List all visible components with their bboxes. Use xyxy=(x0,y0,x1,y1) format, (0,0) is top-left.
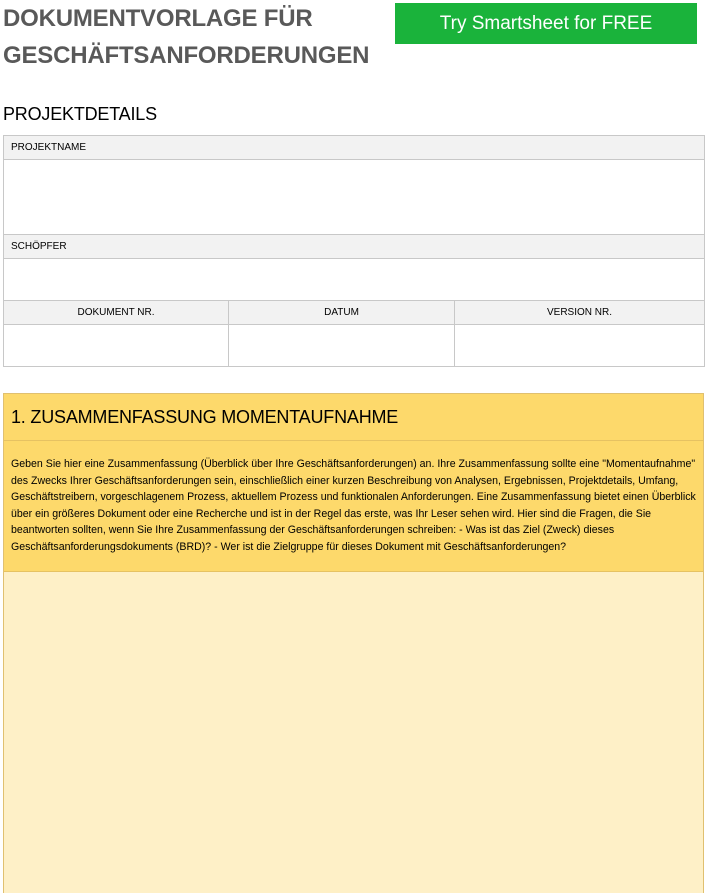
summary-section xyxy=(3,393,704,893)
summary-content-field[interactable] xyxy=(4,572,703,893)
project-name-field[interactable] xyxy=(4,160,705,235)
summary-heading: 1. ZUSAMMENFASSUNG MOMENTAUFNAHME xyxy=(4,394,703,441)
creator-label: SCHÖPFER xyxy=(4,235,705,259)
document-no-label: DOKUMENT NR. xyxy=(4,301,229,325)
document-title-line-2: GESCHÄFTSANFORDERUNGEN xyxy=(3,42,370,69)
try-smartsheet-button[interactable]: Try Smartsheet for FREE xyxy=(395,3,697,44)
project-details-heading: PROJEKTDETAILS xyxy=(3,104,157,124)
document-title-line-1: DOKUMENTVORLAGE FÜR xyxy=(3,5,313,32)
date-label: DATUM xyxy=(229,301,455,325)
document-title xyxy=(3,0,383,74)
version-no-label: VERSION NR. xyxy=(455,301,705,325)
summary-instructions: Geben Sie hier eine Zusammenfassung (Überblick über Ihre Geschäftsanforderungen) an. Ihre Zusammenfassung sollte eine "Momentaufnahme" des Zwecks Ihrer Geschäftsanforderungen sein, einschließlich einer kurzen Beschreibung von Analysen, Ergebnissen, Projektdetails, Umfang, Geschäftstreibern, vorgeschlagenem Prozess, aktuellem Prozess und funktionalen Anforderungen. Eine Zusammenfassung bietet einen Überblick über ein größeres Dokument oder eine Recherche und ist in der Regel das erste, was Ihr Leser sehen wird. Hier sind die Fragen, die Sie beantworten sollten, wenn Sie Ihre Zusammenfassung der Geschäftsanforderungen schreiben: - Was ist das Ziel (Zweck) dieses Geschäftsanforderungsdokuments (BRD)? - Wer ist die Zielgruppe für dieses Dokument mit Geschäftsanforderungen? xyxy=(4,441,703,572)
creator-field[interactable] xyxy=(4,259,705,301)
document-no-field[interactable] xyxy=(4,325,229,367)
version-no-field[interactable] xyxy=(455,325,705,367)
date-field[interactable] xyxy=(229,325,455,367)
project-name-label: PROJEKTNAME xyxy=(4,136,705,160)
project-details-table xyxy=(3,135,705,367)
